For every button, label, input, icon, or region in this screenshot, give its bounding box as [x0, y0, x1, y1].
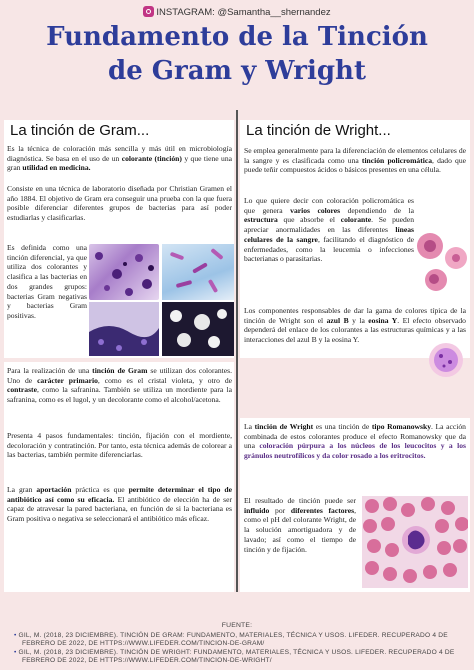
bold-text: eosina Y	[368, 315, 398, 325]
leukocyte-body	[434, 348, 458, 372]
page-title	[0, 20, 474, 88]
wright-paragraph-3	[244, 306, 466, 345]
source-item-1: • GIL, M. (2018, 23 DICIEMBRE). TINCIÓN DE GRAM: FUNDAMENTO, MATERIALES, TÉCNICA Y USOS. LIFEDER. RECUPERADO 4 DE FEBRERO DE 2022, DE HTTPS://WWW.LIFEDER.COM/TINCION-DE-GRAM/	[6, 632, 468, 649]
column-divider	[236, 110, 238, 592]
text: El resultado de tinción puede ser	[244, 496, 356, 505]
granule	[443, 365, 446, 368]
gram-bacteria-drawing	[89, 244, 159, 300]
text: El antibiótico de elección ha de ser capaz de atravesar la pared bacteriana, en función de si la bacteriana es Gram positiva o negativa se seleccionará el antibiótico más eficaz.	[7, 494, 232, 524]
text: , como el pH del colorante Wright, de la solución amortiguadora y de lavado; así como el tiempo de tinción y de fijación.	[244, 505, 356, 554]
bold-text: aportación	[36, 485, 72, 494]
text: , dado que puede teñir compuestos ácidos o básicos presentes en una célula.	[244, 155, 466, 175]
bold-text: influido	[244, 505, 270, 515]
text: se utilizan dos colorantes. Uno de	[7, 366, 232, 385]
text: es una tinción de	[313, 422, 372, 431]
gram-bacteria-image-3	[89, 302, 159, 356]
bold-text: colorante (tinción)	[121, 153, 182, 163]
blood-cell-nucleus-2	[452, 254, 460, 262]
gram-bacteria-image-4	[162, 302, 234, 356]
text: , facilitando el diagnóstico de enfermedades, como la leucemia o infecciones bacterianas o parasitarias.	[244, 234, 414, 264]
bold-text: tinción policromática	[361, 155, 433, 165]
bold-text: utilidad en medicina.	[22, 163, 91, 173]
gram-cluster-drawing	[162, 302, 234, 356]
text: , como es el cristal violeta, y otro de	[97, 375, 233, 385]
text: y que tiene una gran	[7, 153, 233, 173]
text: que absorbe el	[277, 215, 341, 225]
text: . La acción combinada de estos colorantes produce el efecto Romanowsky que da una	[244, 422, 466, 451]
text: Se emplea generalmente para la diferenciación de elementos celulares de la sangre y es clasificada como una	[244, 146, 466, 165]
text: La	[244, 422, 255, 431]
title-line-1: Fundamento de la Tinción	[46, 22, 428, 52]
text: . Se pueden apreciar anormalidades en las diferentes	[244, 215, 415, 235]
text: . El efecto observado dependerá del enlace de los colorantes a las estructuras químicas y a las interacciones del azul B y la eosina Y.	[244, 315, 466, 345]
bold-text: carácter primario	[37, 375, 98, 385]
gram-paragraph-3: Es definida como una tinción diferencial, ya que utiliza dos colorantes y clasifica a las bacterias en dos grandes grupos: bacterias Gram negativas y bacterias Gram positivas.	[7, 243, 87, 320]
sources-heading: FUENTE:	[221, 622, 253, 629]
gram-paragraph-1	[7, 144, 232, 173]
gram-bacteria-image-1	[89, 244, 159, 300]
text: y la	[348, 315, 369, 325]
wright-paragraph-4	[244, 422, 466, 461]
instagram-text: INSTAGRAM: @Samantha__shernandez	[156, 7, 331, 18]
bold-text: varios colores	[290, 205, 341, 215]
wright-paragraph-5	[244, 496, 356, 554]
blood-cell-nucleus-3	[429, 274, 439, 284]
granule	[439, 354, 443, 358]
source-item-2: • GIL, M. (2018, 23 DICIEMBRE). TINCIÓN DE WRIGHT: FUNDAMENTO, MATERIALES, TÉCNICA Y USOS. LIFEDER. RECUPERADO 4 DE FEBRERO DE 2022, DE HTTPS://WWW.LIFEDER.COM/TINCION-DE-WRIGHT/	[6, 649, 468, 666]
blood-smear-drawing	[362, 496, 468, 588]
wright-heading: La tinción de Wright...	[240, 120, 470, 142]
wright-paragraph-1	[244, 146, 466, 175]
bold-text: tinción de Wright	[254, 422, 314, 431]
text: Es la técnica de coloración más sencilla y más útil en microbiología diagnóstica. Se basa en el uso de un	[7, 144, 232, 163]
text: Para la realización de una	[7, 366, 93, 375]
bold-text: tipo Romanowsky	[371, 422, 432, 431]
text: , como la safranina. También se utiliza un mordiente para la safranina, como es el lugol, y un decolorante como el alcohol/acetona.	[7, 385, 232, 405]
gram-paragraph-4	[7, 366, 232, 405]
text: por	[269, 505, 291, 515]
gram-bacteria-image-2	[162, 244, 234, 300]
gram-paragraph-2: Consiste en una técnica de laboratorio diseñada por Christian Gramen el año 1884. El objetivo de Gram era conseguir una prueba con la que fuera posible diferenciar diferentes grupos de bacterias para así poder estudiarlas y clasificarlas.	[7, 184, 232, 223]
gram-paragraph-6	[7, 485, 232, 524]
text: La gran	[7, 485, 37, 494]
bold-text: líneas celulares de la sangre	[244, 225, 414, 244]
text: Lo que quiere decir con coloración policromática es que genera	[244, 196, 414, 215]
wright-blood-smear-image	[362, 496, 468, 588]
blood-cells-illustration	[414, 226, 470, 302]
gram-rods-drawing	[162, 244, 234, 300]
blood-cell-nucleus-1	[424, 240, 436, 252]
leukocyte-illustration	[424, 340, 468, 380]
instagram-handle	[0, 6, 474, 18]
text: dependiendo de la	[340, 205, 415, 215]
bold-text: diferentes factores	[290, 505, 355, 515]
gram-heading: La tinción de Gram...	[4, 120, 234, 142]
bold-text: estructura	[244, 215, 278, 225]
text: Los componentes responsables de dar la gama de colores típica de la tinción de Wright son el	[244, 306, 466, 325]
wright-paragraph-2	[244, 196, 414, 264]
bold-text: colorante	[340, 215, 372, 225]
bold-text: coloración púrpura a los núcleos de los leucocitos y a los gránulos neutrofílicos y da color rosado a los eritrocitos.	[244, 441, 466, 461]
text: práctica es que	[71, 485, 129, 494]
gram-dark-drawing	[89, 302, 159, 356]
bold-text: contraste	[7, 385, 37, 395]
granule	[448, 360, 452, 364]
title-line-2: de Gram y Wright	[108, 56, 366, 86]
gram-paragraph-5: Presenta 4 pasos fundamentales: tinción, fijación con el mordiente, decoloración y contratinción. Por tanto, esta técnica además de colorear a las bacterias, también permite diferenciarlas.	[7, 431, 232, 460]
bold-text: azul B	[326, 315, 349, 325]
sources-section	[6, 622, 468, 666]
bold-text: tinción de Gram	[92, 366, 148, 375]
instagram-icon	[143, 6, 154, 17]
bold-text: permite determinar el tipo de antibiótico así como su eficacia.	[7, 485, 232, 504]
